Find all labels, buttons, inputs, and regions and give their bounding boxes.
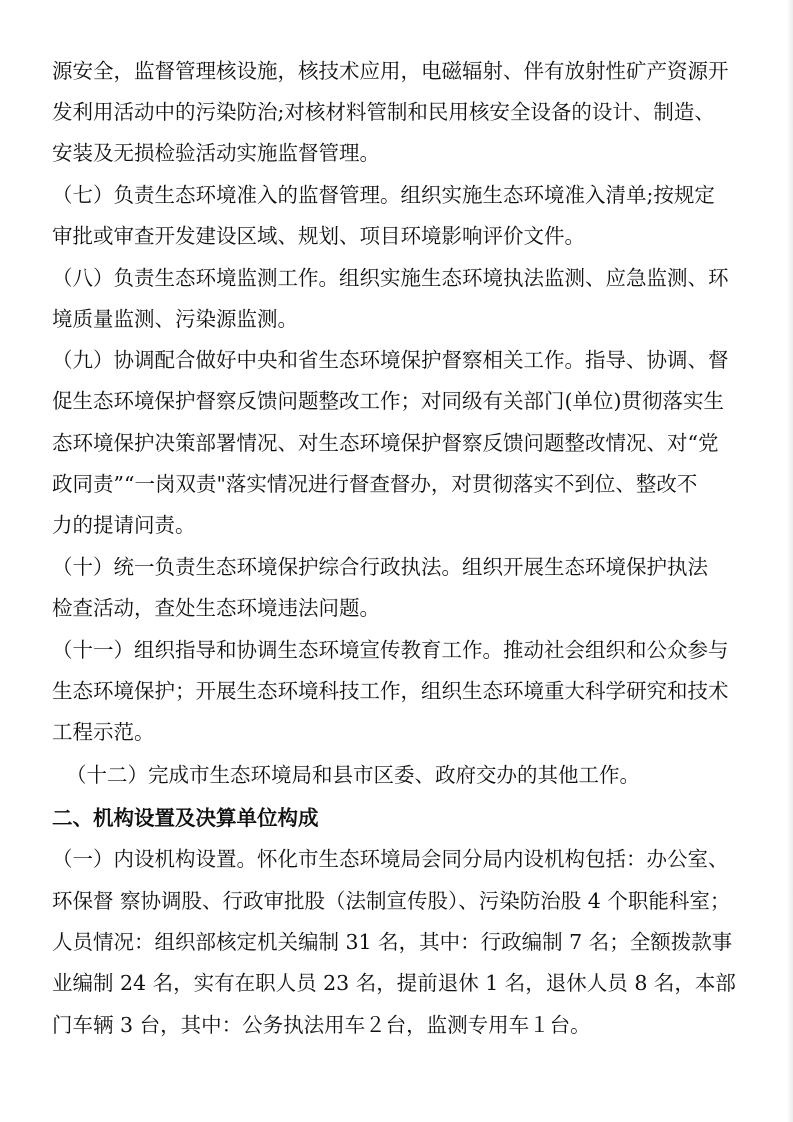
body-line-20: （一）内设机构设置。怀化市生态环境局会同分局内设机构包括：办公室、 <box>52 847 729 871</box>
page-edge-shadow <box>787 0 793 1122</box>
body-line-7: 境质量监测、污染源监测。 <box>52 307 298 331</box>
body-line-18: （十二）完成市生态环境局和县市区委、政府交办的其他工作。 <box>66 763 640 787</box>
body-line-5: 审批或审查开发建设区域、规划、项目环境影响评价文件。 <box>52 224 585 248</box>
body-line-23: 业编制 24 名，实有在职人员 23 名，提前退休 1 名，退休人员 8 名，本部 <box>52 971 736 995</box>
body-line-4: （七）负责生态环境准入的监督管理。组织实施生态环境准入清单;按规定 <box>52 183 715 207</box>
body-line-11: 政同责”“一岗双责"落实情况进行督查督办，对贯彻落实不到位、整改不 <box>52 472 698 496</box>
body-line-3: 安装及无损检验活动实施监督管理。 <box>52 141 380 165</box>
body-line-8: （九）协调配合做好中央和省生态环境保护督察相关工作。指导、协调、督 <box>52 348 729 372</box>
body-line-12: 力的提请问责。 <box>52 513 196 537</box>
body-line-22: 人员情况：组织部核定机关编制 31 名，其中：行政编制 7 名；全额拨款事 <box>52 930 733 954</box>
body-line-17: 工程示范。 <box>52 720 155 744</box>
body-line-14: 检查活动，查处生态环境违法问题。 <box>52 596 380 620</box>
body-line-13: （十）统一负责生态环境保护综合行政执法。组织开展生态环境保护执法 <box>52 555 708 579</box>
body-line-6: （八）负责生态环境监测工作。组织实施生态环境执法监测、应急监测、环 <box>52 266 729 290</box>
body-line-24: 门车辆 3 台，其中：公务执法用车２台，监测专用车１台。 <box>52 1013 591 1037</box>
body-line-9: 促生态环境保护督察反馈问题整改工作；对同级有关部门(单位)贯彻落实生 <box>52 389 724 413</box>
body-line-21: 环保督 察协调股、行政审批股（法制宣传股）、污染防治股 4 个职能科室； <box>52 889 731 913</box>
body-line-10: 态环境保护决策部署情况、对生态环境保护督察反馈问题整改情况、对“党 <box>52 431 719 455</box>
body-line-16: 生态环境保护；开展生态环境科技工作，组织生态环境重大科学研究和技术 <box>52 679 729 703</box>
body-line-1: 源安全，监督管理核设施，核技术应用，电磁辐射、伴有放射性矿产资源开 <box>52 59 729 83</box>
body-line-2: 发利用活动中的污染防治;对核材料管制和民用核安全设备的设计、制造、 <box>52 100 715 124</box>
section-heading: 二、机构设置及决算单位构成 <box>52 806 319 830</box>
body-line-15: （十一）组织指导和协调生态环境宣传教育工作。推动社会组织和公众参与 <box>52 638 729 662</box>
